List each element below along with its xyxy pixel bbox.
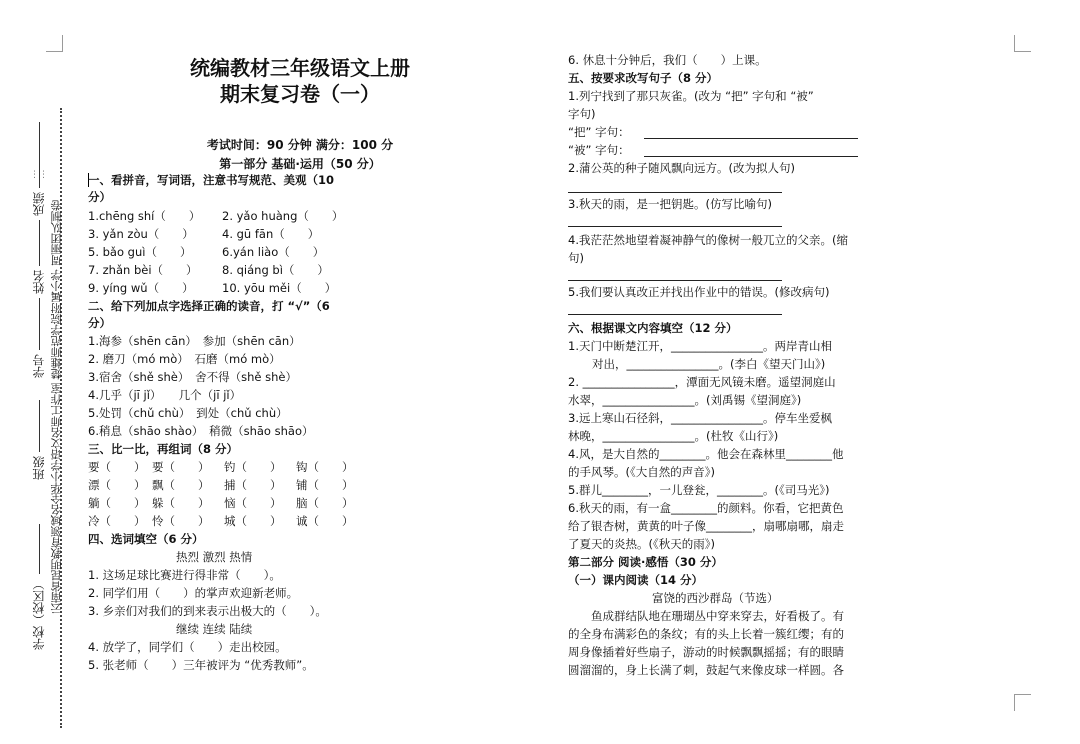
compare-item: 怜（ ） xyxy=(152,514,210,528)
pinyin-item: 6.yán liào（ ） xyxy=(222,245,325,259)
section3-title: 三、比一比，再组词（8 分） xyxy=(88,442,239,456)
recite-line: 3.远上寒山石径斜，________________。停车坐爱枫 xyxy=(568,411,832,425)
exam-info: 考试时间：90 分钟 满分：100 分 xyxy=(206,138,394,152)
compare-item: 要（ ） xyxy=(88,460,146,474)
fill-question: 2. 同学们用（ ）的掌声欢迎新老师。 xyxy=(88,586,299,600)
section1-title: 一、看拼音，写词语，注意书写规范、美观（10 xyxy=(88,173,335,187)
binding-credit: 云南省昆明教育领域名全华小学语文名师工作室 楚雄师范学院附属小学 周丽团队制卷 xyxy=(50,200,63,614)
compare-item: 恼（ ） xyxy=(224,496,282,510)
passage-line: 圆溜溜的，身上长满了刺，鼓起气来像皮球一样圆。各 xyxy=(568,663,844,677)
crop-mark-top-left xyxy=(46,35,63,52)
part2-subheading: （一）课内阅读（14 分） xyxy=(568,573,704,587)
pronunciation-item: 2. 磨刀（mó mò） 石磨（mó mò） xyxy=(88,352,281,366)
page-title-line2: 期末复习卷（一） xyxy=(220,82,380,106)
compare-item: 飘（ ） xyxy=(152,478,210,492)
pinyin-item: 10. yōu měi（ ） xyxy=(222,281,337,295)
passage-line: 鱼成群结队地在珊瑚丛中穿来穿去，好看极了。有 xyxy=(568,609,844,623)
class-blank xyxy=(39,400,40,452)
school-label: 学校（校区） xyxy=(32,578,46,650)
rewrite-question: 3.秋天的雨，是一把钥匙。(仿写比喻句) xyxy=(568,197,772,211)
compare-item: 城（ ） xyxy=(224,514,282,528)
fill-question: 6. 休息十分钟后，我们（ ）上课。 xyxy=(568,53,767,67)
answer-line xyxy=(568,226,782,227)
bei-sentence-label: “被” 字句： xyxy=(568,143,630,157)
pinyin-item: 8. qiáng bì（ ） xyxy=(222,263,329,277)
compare-item: 钓（ ） xyxy=(224,460,282,474)
pinyin-item: 3. yǎn zòu（ ） xyxy=(88,227,194,241)
recite-line: 6.秋天的雨，有一盒________的颜料。你看，它把黄色 xyxy=(568,501,844,515)
section2-title-cont: 分） xyxy=(88,316,111,330)
fill-question: 3. 乡亲们对我们的到来表示出极大的（ ）。 xyxy=(88,604,327,618)
pinyin-item: 4. gū fān（ ） xyxy=(222,227,320,241)
right-column xyxy=(568,52,868,682)
pinyin-item: 9. yíng wǔ（ ） xyxy=(88,281,194,295)
compare-item: 脑（ ） xyxy=(296,496,354,510)
recite-line: 林晚，________________。(杜牧《山行》) xyxy=(568,429,779,443)
recite-line: 1.天门中断楚江开，________________。两岸青山相 xyxy=(568,339,832,353)
pronunciation-item: 6.稍息（shāo shào） 稍微（shāo shāo） xyxy=(88,424,314,438)
word-bank-1: 热烈 激烈 热情 xyxy=(176,550,253,564)
score-label: 成绩 xyxy=(32,192,46,216)
part2-heading: 第二部分 阅读·感悟（30 分） xyxy=(568,555,723,569)
fill-question: 1. 这场足球比赛进行得非常（ ）。 xyxy=(88,568,281,582)
class-label: 班级 xyxy=(32,456,46,480)
compare-item: 要（ ） xyxy=(152,460,210,474)
school-blank xyxy=(39,524,40,574)
section1-title-cont: 分） xyxy=(88,190,111,204)
pinyin-item: 1.chēng shí（ ） xyxy=(88,209,201,223)
id-label: 学号 xyxy=(32,354,46,378)
passage-line: 的全身布满彩色的条纹；有的头上长着一簇红缨；有的 xyxy=(568,627,844,641)
pinyin-item: 2. yǎo huàng（ ） xyxy=(222,209,344,223)
compare-item: 漂（ ） xyxy=(88,478,146,492)
fill-question: 5. 张老师（ ）三年被评为 “优秀教师”。 xyxy=(88,658,314,672)
answer-line xyxy=(568,280,782,281)
rewrite-question-cont: 句) xyxy=(568,251,584,265)
rewrite-question: 2.蒲公英的种子随风飘向远方。(改为拟人句) xyxy=(568,161,795,175)
left-column xyxy=(88,172,468,672)
compare-item: 躲（ ） xyxy=(152,496,210,510)
drag-handle-icon[interactable]: ⋮⋮ xyxy=(30,170,48,180)
compare-item: 躺（ ） xyxy=(88,496,146,510)
recite-line: 4.风，是大自然的________。他会在森林里________他 xyxy=(568,447,844,461)
pronunciation-item: 4.几乎（jī jǐ） 几个（jī jǐ） xyxy=(88,388,242,402)
recite-line: 5.群儿________，一儿登瓮，________。(《司马光》) xyxy=(568,483,830,497)
ba-sentence-label: “把” 字句： xyxy=(568,125,630,139)
recite-line: 的手风琴。(《大自然的声音》) xyxy=(568,465,715,479)
recite-line: 对出，________________。(李白《望天门山》) xyxy=(592,357,826,371)
rewrite-question: 4.我茫茫然地望着凝神静气的像树一般兀立的父亲。(缩 xyxy=(568,233,848,247)
name-label: 姓名 xyxy=(32,270,46,294)
rewrite-question-cont: 字句) xyxy=(568,107,596,121)
word-bank-2: 继续 连续 陆续 xyxy=(176,622,253,636)
pinyin-item: 7. zhǎn bèi（ ） xyxy=(88,263,198,277)
rewrite-question: 1.列宁找到了那只灰雀。(改为 “把” 字句和 “被” xyxy=(568,89,814,103)
answer-line xyxy=(644,156,858,157)
id-blank xyxy=(39,298,40,350)
answer-line xyxy=(568,314,782,315)
compare-item: 钩（ ） xyxy=(296,460,354,474)
part1-heading: 第一部分 基础·运用（50 分） xyxy=(219,157,381,171)
answer-line xyxy=(644,138,858,139)
pinyin-item: 5. bǎo guì（ ） xyxy=(88,245,192,259)
answer-line xyxy=(568,192,782,193)
recite-line: 水翠，________________。(刘禹锡《望洞庭》) xyxy=(568,393,802,407)
passage-title: 富饶的西沙群岛（节选） xyxy=(652,591,779,605)
crop-mark-top-right xyxy=(1014,35,1031,52)
recite-line: 2. ________________，潭面无风镜未磨。遥望洞庭山 xyxy=(568,375,836,389)
pronunciation-item: 3.宿舍（shě shè） 舍不得（shě shè） xyxy=(88,370,297,384)
fill-question: 4. 放学了，同学们（ ）走出校园。 xyxy=(88,640,287,654)
pronunciation-item: 5.处罚（chǔ chù） 到处（chǔ chù） xyxy=(88,406,288,420)
crop-mark-bottom-right xyxy=(1014,694,1031,711)
page-title-line1: 统编教材三年级语文上册 xyxy=(190,56,410,80)
passage-line: 周身像插着好些扇子，游动的时候飘飘摇摇；有的眼睛 xyxy=(568,645,844,659)
section4-title: 四、选词填空（6 分） xyxy=(88,532,204,546)
compare-item: 铺（ ） xyxy=(296,478,354,492)
recite-line: 给了银杏树，黄黄的叶子像________，扇哪扇哪，扇走 xyxy=(568,519,844,533)
compare-item: 冷（ ） xyxy=(88,514,146,528)
compare-item: 捕（ ） xyxy=(224,478,282,492)
section5-title: 五、按要求改写句子（8 分） xyxy=(568,71,719,85)
pronunciation-item: 1.海参（shēn cān） 参加（shēn cān） xyxy=(88,334,301,348)
rewrite-question: 5.我们要认真改正并找出作业中的错误。(修改病句) xyxy=(568,285,830,299)
compare-item: 诚（ ） xyxy=(296,514,354,528)
name-blank xyxy=(39,220,40,266)
recite-line: 了夏天的炎热。(《秋天的雨》) xyxy=(568,537,715,551)
section6-title: 六、根据课文内容填空（12 分） xyxy=(568,321,738,335)
section2-title: 二、给下列加点字选择正确的读音，打 “√”（6 xyxy=(88,299,330,313)
